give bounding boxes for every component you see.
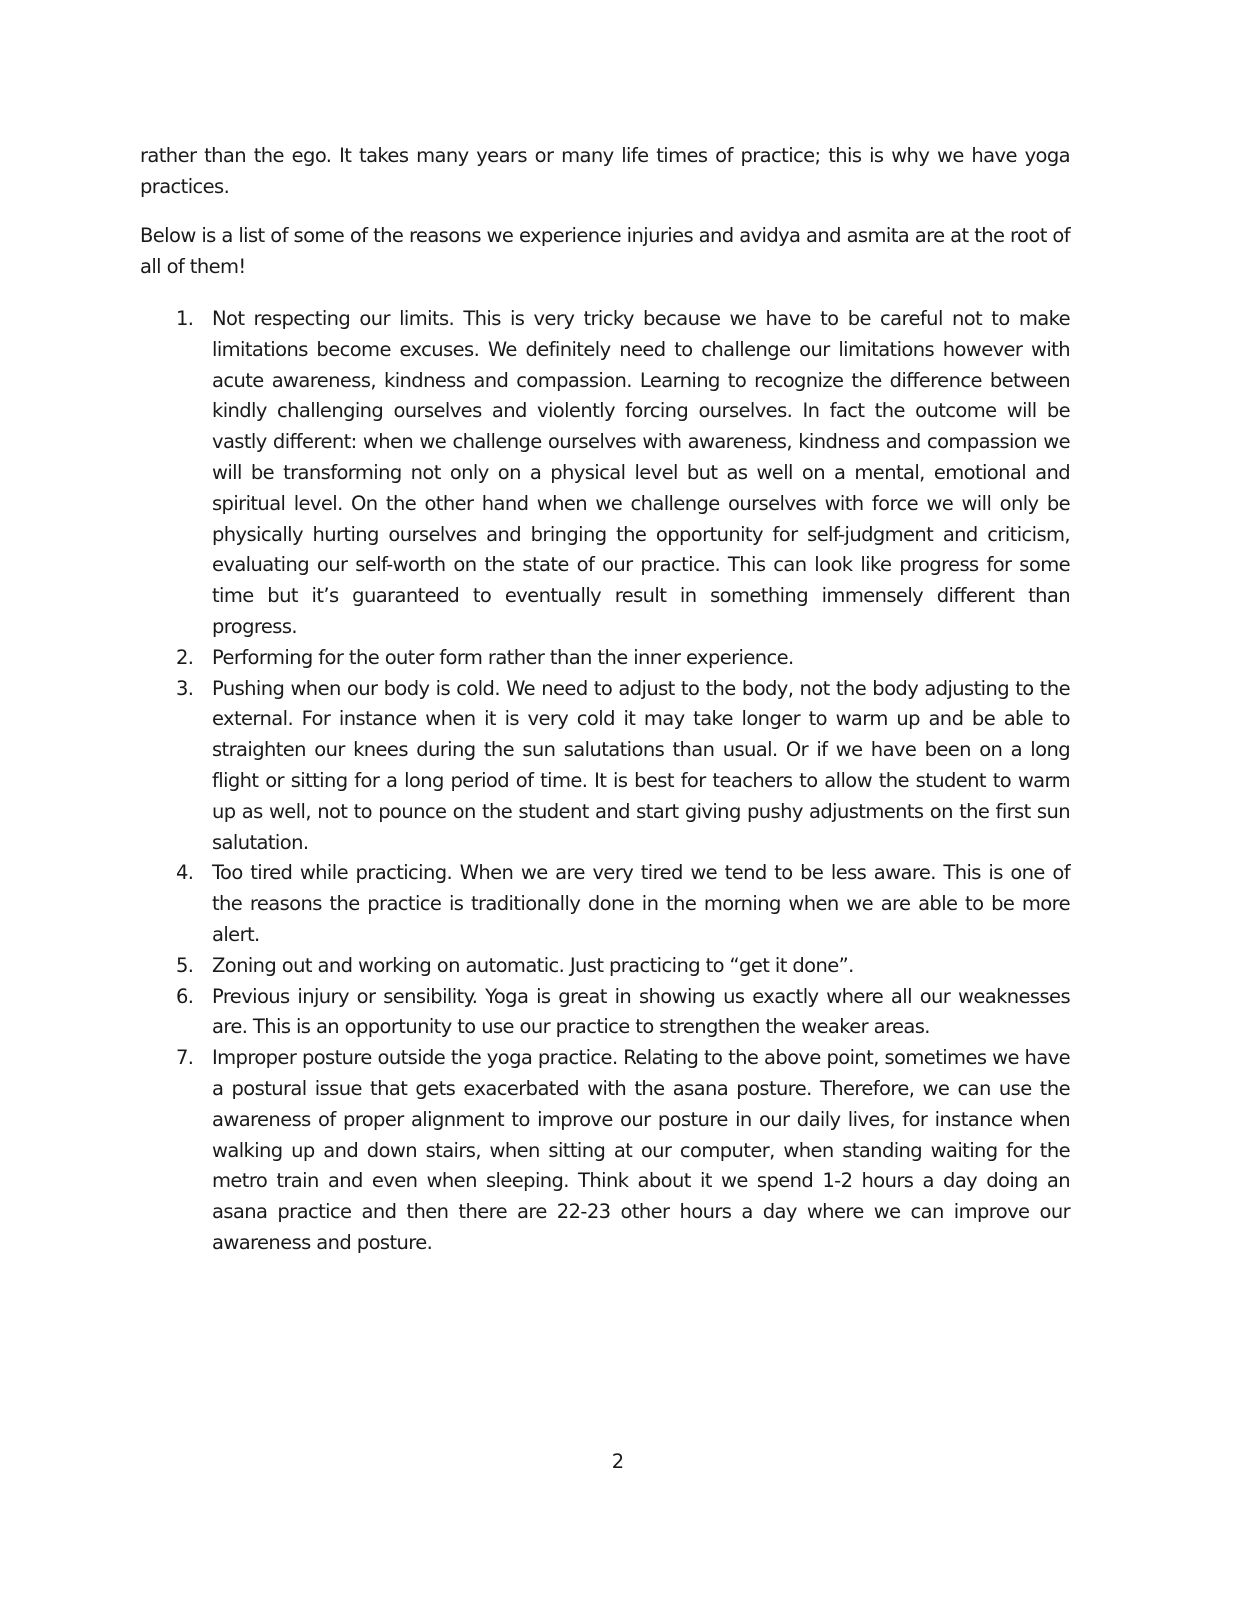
page-number: 2: [611, 1450, 625, 1473]
list-item-number: 3.: [176, 676, 194, 700]
list-item-text: Zoning out and working on automatic. Just practicing to “get it done”.: [212, 953, 854, 977]
list-item: [140, 674, 1070, 859]
list-item-text: Improper posture outside the yoga practice. Relating to the above point, sometimes we have a postural issue that gets exacerbated with the asana posture. Therefore, we can use the awareness of proper alignment to improve our posture in our daily lives, for instance when walking up and down stairs, when sitting at our computer, when standing waiting for the metro train and even when sleeping. Think about it we spend 1-2 hours a day doing an asana practice and then there are 22-23 other hours a day where we can improve our awareness and posture.: [212, 1046, 1070, 1254]
list-item-text: Too tired while practicing. When we are very tired we tend to be less aware. This is one of the reasons the practice is traditionally done in the morning when we are able to be more alert.: [212, 861, 1070, 946]
list-item-text: Not respecting our limits. This is very tricky because we have to be careful not to make limitations become excuses. We definitely need to challenge our limitations however with acute awareness, kindness and compassion. Learning to recognize the difference between kindly challenging ourselves and violently forcing ourselves. In fact the outcome will be vastly different: when we challenge ourselves with awareness, kindness and compassion we will be transforming not only on a physical level but as well on a mental, emotional and spiritual level. On the other hand when we challenge ourselves with force we will only be physically hurting ourselves and bringing the opportunity for self-judgment and criticism, evaluating our self-worth on the state of our practice. This can look like progress for some time but it’s guaranteed to eventually result in something immensely different than progress.: [212, 307, 1070, 638]
injury-reasons-list: [140, 304, 1070, 1259]
list-item: [140, 304, 1070, 643]
list-item-number: 2.: [176, 645, 194, 669]
intro-paragraph-continuation: rather than the ego. It takes many years or many life times of practice; this is why we have yoga practices.: [140, 144, 1070, 198]
list-item: [140, 643, 1070, 674]
list-item: [140, 951, 1070, 982]
list-item-text: Pushing when our body is cold. We need to adjust to the body, not the body adjusting to the external. For instance when it is very cold it may take longer to warm up and be able to straighten our knees during the sun salutations than usual. Or if we have been on a long flight or sitting for a long period of time. It is best for teachers to allow the student to warm up as well, not to pounce on the student and start giving pushy adjustments on the first sun salutation.: [212, 676, 1070, 854]
document-page: [140, 140, 1070, 1259]
list-item: [140, 1043, 1070, 1259]
list-item-number: 6.: [176, 984, 194, 1008]
list-item: [140, 982, 1070, 1044]
list-item-number: 7.: [176, 1046, 194, 1070]
intro-paragraph-list-lead: Below is a list of some of the reasons we experience injuries and avidya and asmita are at the root of all of them!: [140, 224, 1070, 278]
list-item-text: Previous injury or sensibility. Yoga is great in showing us exactly where all our weaknesses are. This is an opportunity to use our practice to strengthen the weaker areas.: [212, 984, 1070, 1039]
list-item-text: Performing for the outer form rather than the inner experience.: [212, 645, 794, 669]
list-item-number: 4.: [176, 861, 194, 885]
list-item-number: 5.: [176, 953, 194, 977]
list-item: [140, 858, 1070, 950]
list-item-number: 1.: [176, 307, 194, 330]
